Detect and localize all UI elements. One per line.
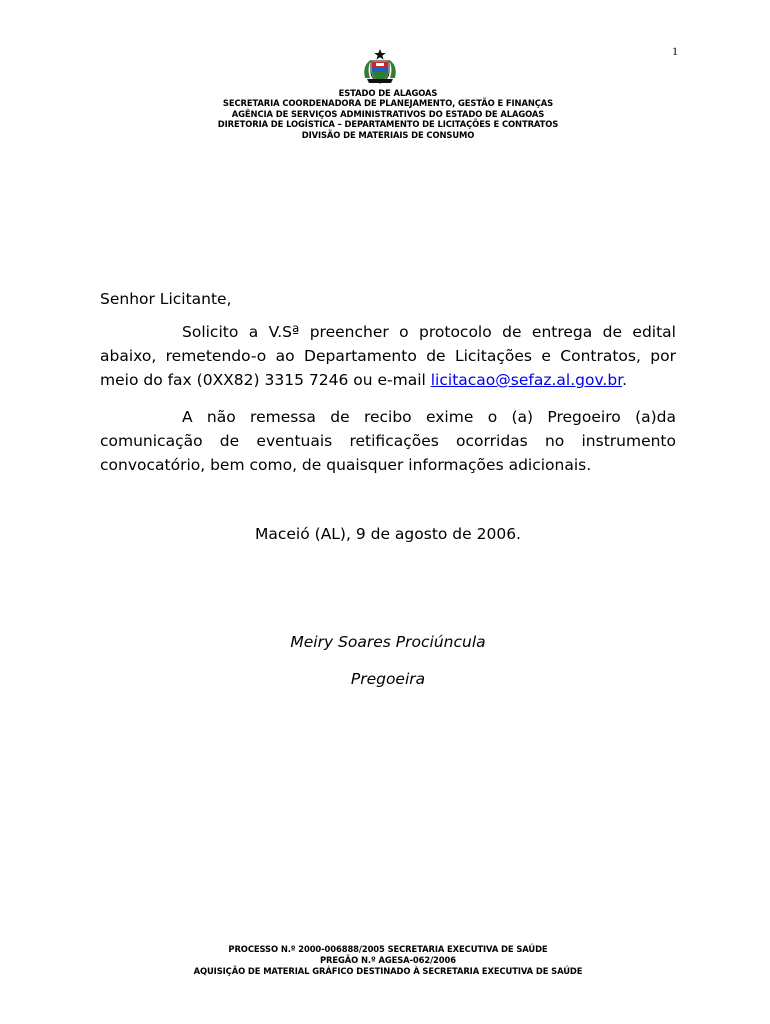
- footer-acquisition: AQUISIÇÃO DE MATERIAL GRÁFICO DESTINADO À SECRETARIA EXECUTIVA DE SAÚDE: [193, 966, 583, 976]
- footer-process: PROCESSO N.º 2000-006888/2005 SECRETARIA EXECUTIVA DE SAÚDE: [228, 944, 548, 954]
- letterhead-secretariat: SECRETARIA COORDENADORA DE PLANEJAMENTO, GESTÃO E FINANÇAS: [222, 98, 554, 109]
- date-line: Maceió (AL), 9 de agosto de 2006.: [255, 525, 521, 543]
- state-coat-of-arms-icon: [361, 48, 399, 86]
- salutation: Senhor Licitante,: [100, 290, 232, 308]
- letterhead-division: DIVISÃO DE MATERIAIS DE CONSUMO: [301, 129, 475, 140]
- page-number: 1: [672, 44, 678, 58]
- footer-auction: PREGÃO N.º AGESA-062/2006: [320, 955, 456, 965]
- notice-paragraph: A não remessa de recibo exime o (a) Pregoeiro (a)da comunicação de eventuais retificações ocorridas no instrumento convocatório, bem como, de quaisquer informações adicionais.: [100, 408, 676, 474]
- letterhead-directorate: DIRETORIA DE LOGÍSTICA – DEPARTAMENTO DE LICITAÇÕES E CONTRATOS: [217, 119, 559, 130]
- letterhead-state: ESTADO DE ALAGOAS: [338, 88, 438, 98]
- signer-role: Pregoeira: [350, 670, 426, 688]
- letterhead: [100, 88, 676, 140]
- email-link[interactable]: licitacao@sefaz.al.gov.br: [430, 371, 623, 389]
- request-paragraph-text: Solicito a V.Sª preencher o protocolo de entrega de edital abaixo, remetendo-o ao Departamento de Licitações e Contratos, por meio do fax (0XX82) 3315 7246 ou e-mail: [100, 323, 676, 389]
- request-paragraph: [100, 320, 676, 392]
- signer-name: Meiry Soares Prociúncula: [290, 633, 486, 651]
- letterhead-agency: AGÊNCIA DE SERVIÇOS ADMINISTRATIVOS DO ESTADO DE ALAGOAS: [231, 108, 545, 119]
- document-footer: [100, 944, 676, 977]
- request-paragraph-end: .: [622, 371, 628, 389]
